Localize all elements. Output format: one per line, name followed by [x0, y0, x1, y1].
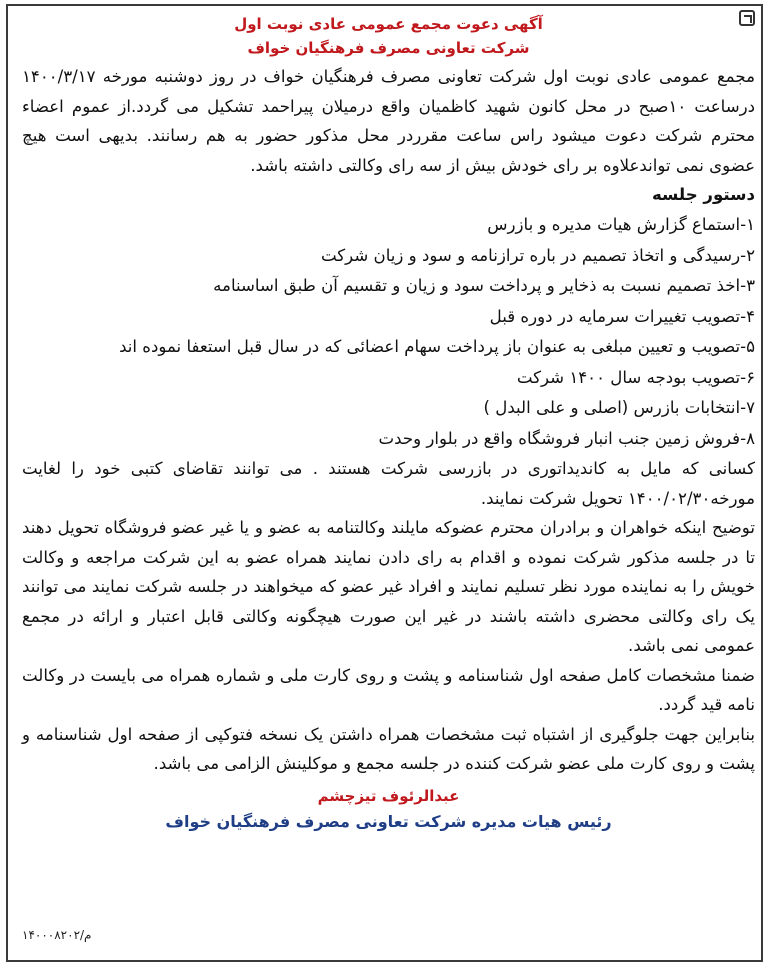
agenda-item: ۱-استماع گزارش هیات مدیره و بازرس: [487, 215, 755, 234]
documents-paragraph: ضمنا مشخصات کامل صفحه اول شناسنامه و پشت و روی کارت ملی و شماره همراه می بایست در وکالت نامه قید گردد.: [22, 665, 755, 714]
ad-code: م/۱۴۰۰۰۸۲۰۲: [22, 928, 92, 942]
notice-body: [22, 12, 755, 964]
candidates-paragraph: کسانی که مایل به کاندیداتوری در بازرسی شرکت هستند . می توانند تقاضای کتبی خود را لغایت مورخه۱۴۰۰/۰۲/۳۰ تحویل شرکت نمایند.: [22, 459, 755, 508]
agenda-item: ۷-انتخابات بازرس (اصلی و علی البدل ): [483, 398, 755, 417]
signer-title: رئیس هیات مدیره شرکت تعاونی مصرف فرهنگیان خواف: [165, 811, 612, 831]
agenda-item: ۴-تصویب تغییرات سرمایه در دوره قبل: [489, 306, 755, 326]
agenda-list: [22, 210, 755, 454]
agenda-item: ۲-رسیدگی و اتخاذ تصمیم در باره ترازنامه و سود و زیان شرکت: [320, 245, 755, 265]
agenda-item: ۸-فروش زمین جنب انبار فروشگاه واقع در بلوار وحدت: [378, 428, 755, 448]
agenda-item: ۵-تصویب و تعیین مبلغی به عنوان باز پرداخت سهام اعضائی که در سال قبل استعفا نموده اند: [119, 337, 755, 356]
notice-frame: [6, 4, 763, 962]
signer-name: عبدالرئوف تیزچشم: [317, 786, 460, 805]
company-name: شرکت تعاونی مصرف فرهنگیان خواف: [247, 39, 530, 57]
agenda-title: دستور جلسه: [651, 185, 755, 204]
agenda-item: ۳-اخذ تصمیم نسبت به ذخایر و پرداخت سود و زیان و تقسیم آن طبق اساسنامه: [213, 276, 755, 295]
notice-title: آگهی دعوت مجمع عمومی عادی نوبت اول: [234, 15, 543, 33]
copies-paragraph: بنابراین جهت جلوگیری از اشتباه ثبت مشخصات همراه داشتن یک نسخه فتوکپی از صفحه اول شناسنامه و پشت و روی کارت ملی عضو شرکت کننده در جلسه مجمع و موکلینش الزامی می باشد.: [22, 724, 755, 773]
intro-paragraph: مجمع عمومی عادی نوبت اول شرکت تعاونی مصرف فرهنگیان خواف در روز دوشنبه مورخه ۱۴۰۰/۳/۱۷ درساعت ۱۰صبح در محل کانون شهید کاظمیان واقع درمیلان پیراحمد تشکیل می گردد.از عموم اعضاء محترم شرکت دعوت میشود راس ساعت مقرردر محل مذکور حضور به هم رسانند. بدیهی است هیچ عضوی نمی تواندعلاوه بر رای خودش بیش از سه رای وکالتی داشته باشد.: [22, 67, 755, 175]
agenda-item: ۶-تصویب بودجه سال ۱۴۰۰ شرکت: [516, 367, 755, 387]
proxy-paragraph: توضیح اینکه خواهران و برادران محترم عضوکه مایلند وکالتنامه به عضو و یا غیر عضو فروشگاه تحویل دهند تا در جلسه مذکور شرکت نموده و اقدام به رای دادن نمایند همراه عضو به این شرکت مراجعه و وکالت خویش را به نماینده مورد نظر تسلیم نمایند و افراد غیر عضو که میخواهند در جلسه شرکت نمایند می توانند یک رای وکالتی محضری داشته باشند در غیر این صورت هیچگونه وکالتی قابل اعتبار و ارائه در مجمع عمومی نمی باشد.: [22, 518, 755, 655]
